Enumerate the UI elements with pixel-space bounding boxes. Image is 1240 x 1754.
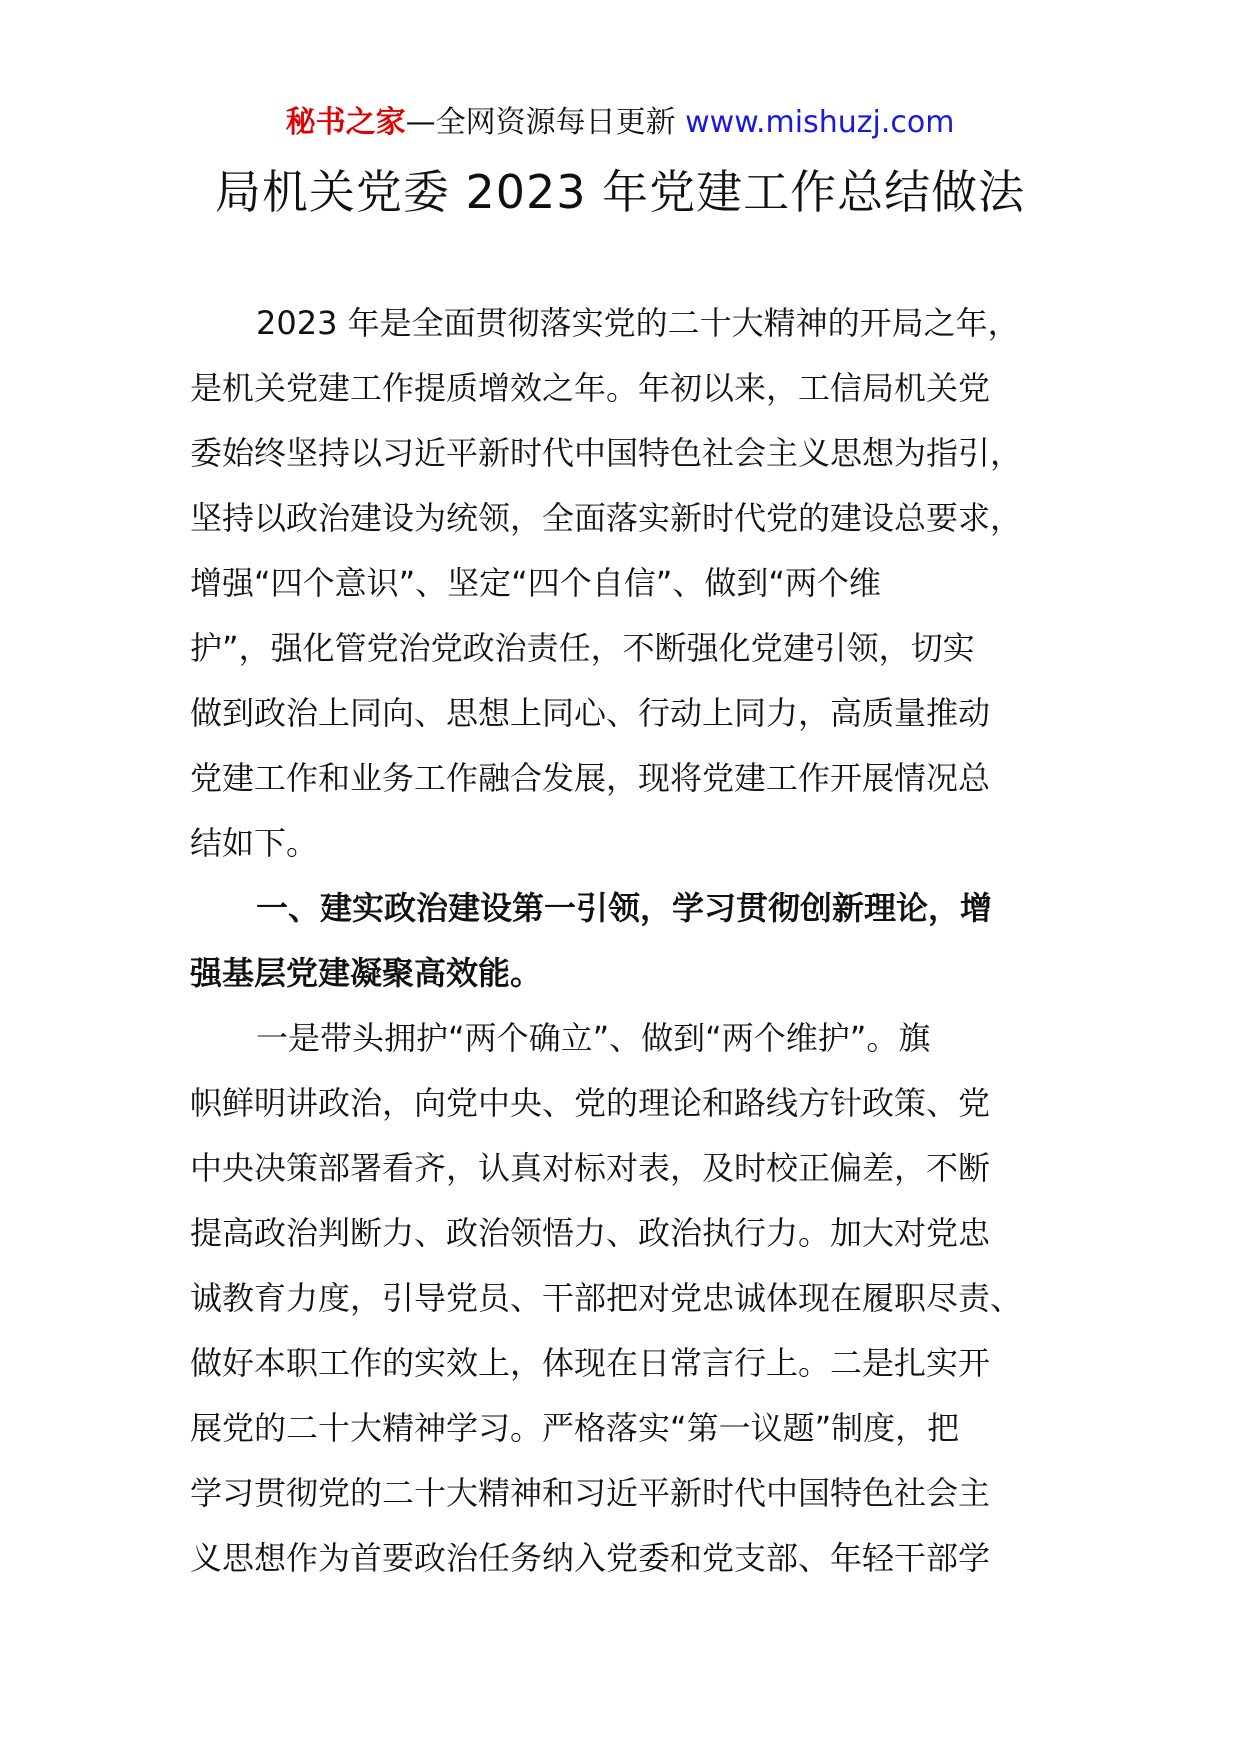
section-heading-line: 一、建实政治建设第一引领，学习贯彻创新理论，增 [256, 889, 993, 927]
paragraph-line: 结如下。 [190, 824, 319, 862]
paragraph-line: 帜鲜明讲政治，向党中央、党的理论和路线方针政策、党 [190, 1084, 991, 1122]
paragraph-line: 做好本职工作的实效上，体现在日常言行上。二是扎实开 [190, 1344, 991, 1382]
document-title: 局机关党委 2023 年党建工作总结做法 [214, 165, 1026, 219]
paragraph-line: 委始终坚持以习近平新时代中国特色社会主义思想为指引， [190, 434, 1023, 472]
paragraph-line: 中央决策部署看齐，认真对标对表，及时校正偏差，不断 [190, 1149, 991, 1187]
paragraph-line: 增强“四个意识”、坚定“四个自信”、做到“两个维 [190, 564, 881, 602]
section-heading-line: 强基层党建凝聚高效能。 [190, 954, 543, 992]
paragraph-line: 学习贯彻党的二十大精神和习近平新时代中国特色社会主 [190, 1474, 991, 1512]
site-header [0, 103, 1240, 143]
paragraph-line: 诚教育力度，引导党员、干部把对党忠诚体现在履职尽责、 [190, 1279, 1023, 1317]
paragraph-line: 坚持以政治建设为统领，全面落实新时代党的建设总要求， [190, 499, 1023, 537]
paragraph-line: 护”，强化管党治党政治责任，不断强化党建引领，切实 [190, 629, 975, 667]
header-slogan: —全网资源每日更新 [405, 105, 686, 140]
paragraph-line: 2023 年是全面贯彻落实党的二十大精神的开局之年， [256, 304, 1020, 342]
paragraph-line: 一是带头拥护“两个确立”、做到“两个维护”。旗 [256, 1019, 931, 1057]
paragraph-line: 党建工作和业务工作融合发展，现将党建工作开展情况总 [190, 759, 991, 797]
brand-name: 秘书之家 [285, 105, 406, 140]
paragraph-line: 做到政治上同向、思想上同心、行动上同力，高质量推动 [190, 694, 991, 732]
paragraph-line: 展党的二十大精神学习。严格落实“第一议题”制度，把 [190, 1409, 960, 1447]
paragraph-line: 义思想作为首要政治任务纳入党委和党支部、年轻干部学 [190, 1539, 991, 1577]
document-body [190, 291, 1070, 1591]
site-url-link[interactable]: www.mishuzj.com [685, 105, 955, 140]
paragraph-line: 提高政治判断力、政治领悟力、政治执行力。加大对党忠 [190, 1214, 991, 1252]
paragraph-line: 是机关党建工作提质增效之年。年初以来，工信局机关党 [190, 369, 991, 407]
